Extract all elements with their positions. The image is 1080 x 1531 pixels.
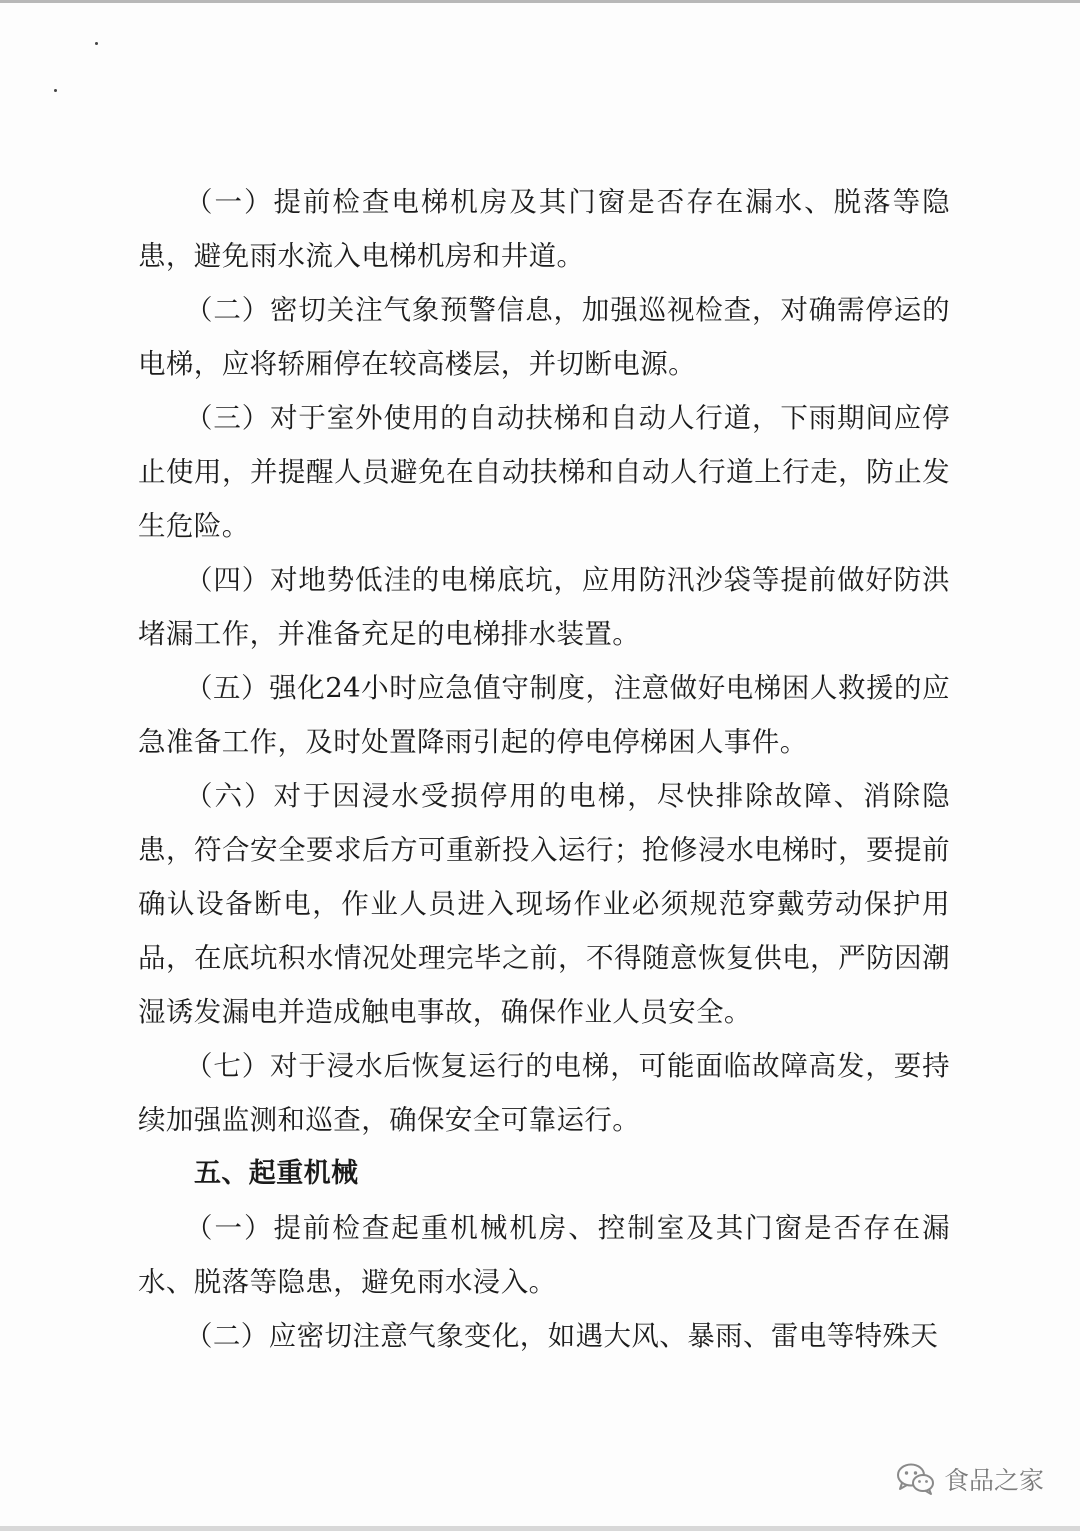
scan-bottom-edge	[0, 1526, 1080, 1531]
wechat-icon	[896, 1462, 936, 1496]
paragraph-elevator-6: （六）对于因浸水受损停用的电梯，尽快排除故障、消除隐患，符合安全要求后方可重新投入运行；抢修浸水电梯时，要提前确认设备断电，作业人员进入现场作业必须规范穿戴劳动保护用品，在底坑积水情况处理完毕之前，不得随意恢复供电，严防因潮湿诱发漏电并造成触电事故，确保作业人员安全。	[138, 780, 950, 1028]
paragraph-elevator-5: （五）强化24小时应急值守制度，注意做好电梯困人救援的应急准备工作，及时处置降雨引起的停电停梯困人事件。	[138, 672, 950, 758]
paragraph-elevator-3: （三）对于室外使用的自动扶梯和自动人行道，下雨期间应停止使用，并提醒人员避免在自动扶梯和自动人行道上行走，防止发生危险。	[138, 402, 950, 542]
watermark	[896, 1459, 1044, 1499]
paragraph-crane-2: （二）应密切注意气象变化，如遇大风、暴雨、雷电等特殊天	[185, 1320, 939, 1352]
paragraph-elevator-7: （七）对于浸水后恢复运行的电梯，可能面临故障高发，要持续加强监测和巡查，确保安全可靠运行。	[138, 1050, 950, 1136]
section-heading: 五、起重机械	[194, 1158, 359, 1189]
scan-speck	[54, 89, 57, 92]
scan-top-edge	[0, 0, 1080, 3]
watermark-text: 食品之家	[944, 1466, 1045, 1495]
document-body	[138, 175, 950, 1363]
paragraph-crane-1: （一）提前检查起重机械机房、控制室及其门窗是否存在漏水、脱落等隐患，避免雨水浸入。	[138, 1212, 950, 1298]
paragraph-elevator-4: （四）对地势低洼的电梯底坑，应用防汛沙袋等提前做好防洪堵漏工作，并准备充足的电梯排水装置。	[138, 564, 950, 650]
paragraph-elevator-2: （二）密切关注气象预警信息，加强巡视检查，对确需停运的电梯，应将轿厢停在较高楼层，并切断电源。	[138, 294, 950, 380]
paragraph-elevator-1: （一）提前检查电梯机房及其门窗是否存在漏水、脱落等隐患，避免雨水流入电梯机房和井道。	[138, 186, 950, 272]
scan-speck	[95, 42, 98, 45]
